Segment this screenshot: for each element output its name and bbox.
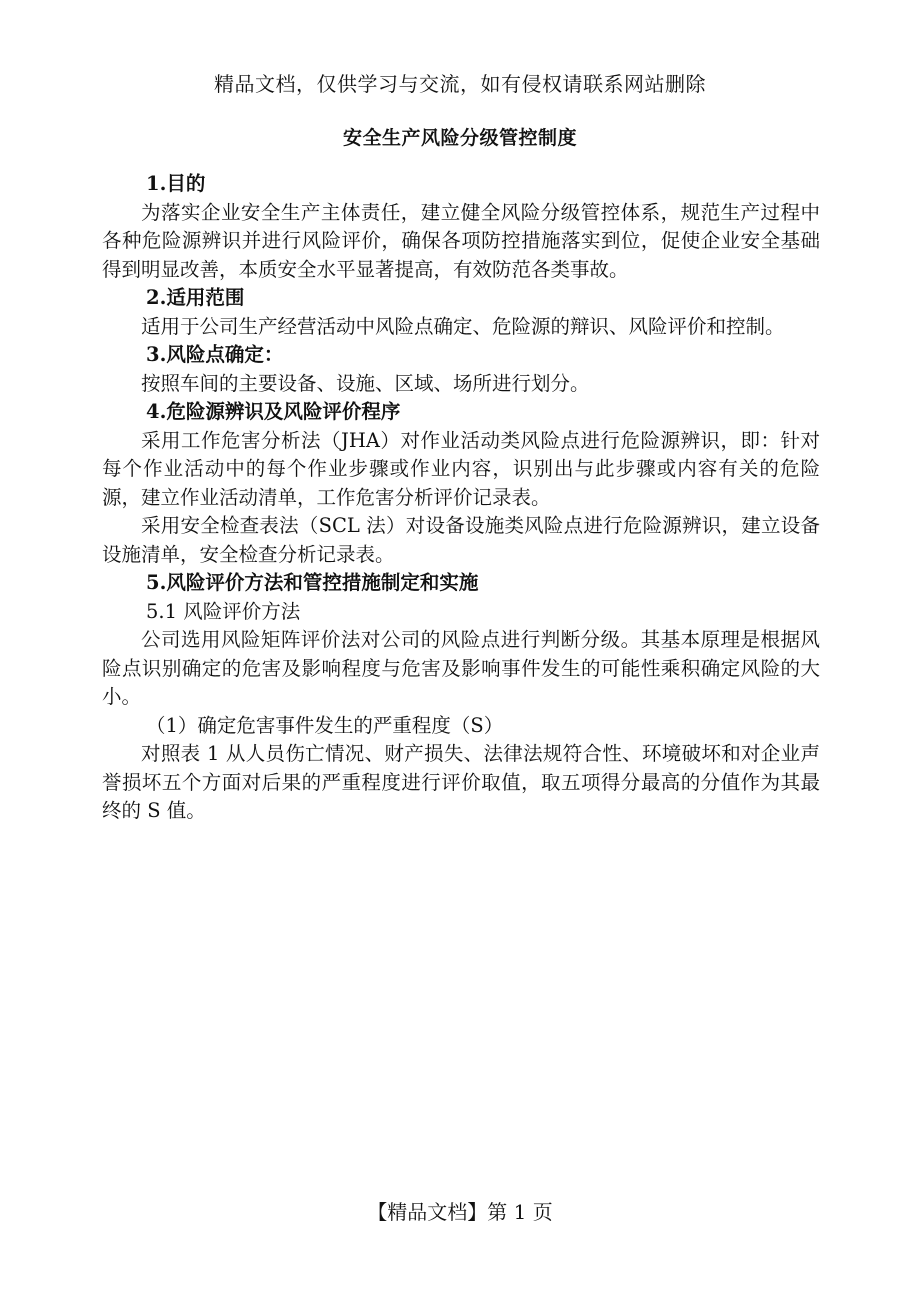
paragraph-scope: 适用于公司生产经营活动中风险点确定、危险源的辩识、风险评价和控制。 [141,314,785,338]
paragraph-scl: 采用安全检查表法（SCL 法）对设备设施类风险点进行危险源辨识，建立设备设施清单，安全检查分析记录表。 [102,514,820,566]
section-heading-risk-point: 3.风险点确定： [146,343,284,366]
subsection-heading-method: 5.1 风险评价方法 [146,599,301,623]
subsection-heading-severity: （1）确定危害事件发生的严重程度（S） [146,713,504,737]
paragraph-matrix-method: 公司选用风险矩阵评价法对公司的风险点进行判断分级。其基本原理是根据风险点识别确定的危害及影响程度与危害及影响事件发生的可能性乘积确定风险的大小。 [102,628,820,708]
paragraph-severity: 对照表 1 从人员伤亡情况、财产损失、法律法规符合性、环境破坏和对企业声誉损坏五个方面对后果的严重程度进行评价取值，取五项得分最高的分值作为其最终的 S 值。 [102,742,820,822]
document-body [102,170,820,826]
section-heading-purpose: 1.目的 [146,172,206,195]
section-heading-evaluation: 5.风险评价方法和管控措施制定和实施 [146,571,479,594]
paragraph-risk-point: 按照车间的主要设备、设施、区域、场所进行划分。 [141,371,590,395]
document-title: 安全生产风险分级管控制度 [342,127,577,149]
section-heading-scope: 2.适用范围 [146,286,245,309]
header-disclaimer: 精品文档，仅供学习与交流，如有侵权请联系网站删除 [214,72,706,96]
paragraph-jha: 采用工作危害分析法（JHA）对作业活动类风险点进行危险源辨识，即：针对每个作业活动中的每个作业步骤或作业内容，识别出与此步骤或内容有关的危险源，建立作业活动清单，工作危害分析评价记录表。 [102,428,820,509]
page-footer: 【精品文档】第 1 页 [367,1200,553,1224]
paragraph-purpose: 为落实企业安全生产主体责任，建立健全风险分级管控体系，规范生产过程中各种危险源辨识并进行风险评价，确保各项防控措施落实到位，促使企业安全基础得到明显改善，本质安全水平显著提高，有效防范各类事故。 [102,200,820,281]
section-heading-identification: 4.危险源辨识及风险评价程序 [146,400,401,423]
